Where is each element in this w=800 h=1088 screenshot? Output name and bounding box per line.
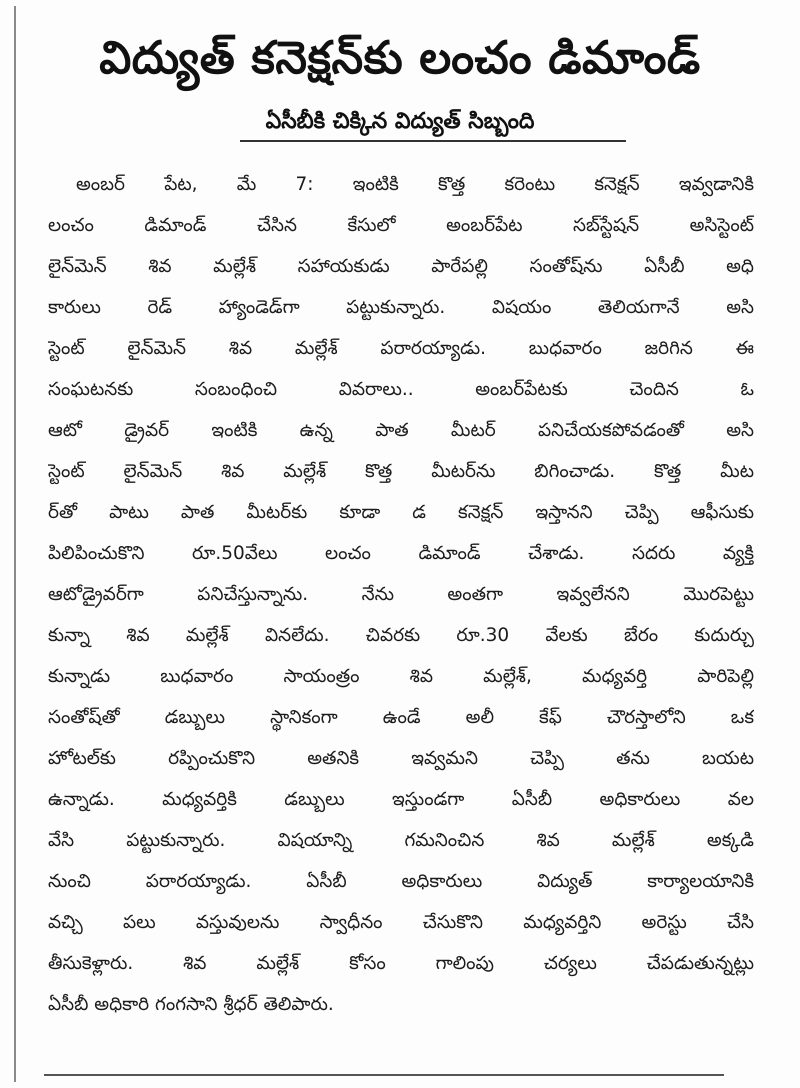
article-body-line: లైన్‌మెన్ శివ మల్లేశ్ సహాయకుడు పారేపల్లి సంతోష్‌ను ఏసీబీ అధి [48,256,754,277]
article-body-line: అంబర్ పేట, మే 7: ఇంటికి కొత్త కరెంటు కనెక్షన్ ఇవ్వడానికి [76,174,754,195]
article-body-line: వచ్చి పలు వస్తువులను స్వాధీనం చేసుకొని మధ్యవర్తిని అరెస్టు చేసి [48,912,754,933]
article-body-line: లంచం డిమాండ్ చేసిన కేసులో అంబర్‌పేట సబ్‌స్టేషన్ అసిస్టెంట్ [48,215,754,236]
article-body-line: స్టెంట్ లైన్‌మెన్ శివ మల్లేశ్ కొత్త మీటర్‌ను బిగించాడు. కొత్త మీట [48,461,754,482]
column-divider-rule [14,6,16,1082]
article-body-line: హోటల్‌కు రప్పించుకొని అతనికి ఇవ్వమని చెప్పి తను బయట [48,748,754,769]
article-body-line: తీసుకెళ్లారు. శివ మల్లేశ్ కోసం గాలింపు చర్యలు చేపడుతున్నట్లు [48,953,754,974]
article-body-line: ఏసీబీ అధికారి గంగసాని శ్రీధర్ తెలిపారు. [48,994,334,1015]
article-body-line: కారులు రెడ్ హ్యాండెడ్‌గా పట్టుకున్నారు. విషయం తెలియగానే అసి [48,297,754,318]
article-body [48,164,754,1025]
article-subheadline: ఏసీబీకి చిక్కిన విద్యుత్ సిబ్బంది [265,109,535,134]
article-body-line: ఉన్నాడు. మధ్యవర్తికి డబ్బులు ఇస్తుండగా ఏసీబీ అధికారులు వల [48,789,754,810]
article-body-line: ఆటో డ్రైవర్ ఇంటికి ఉన్న పాత మీటర్ పనిచేయకపోవడంతో అసి [48,420,754,441]
article-headline: విద్యుత్ కనెక్షన్‌కు లంచం డిమాండ్ [99,31,701,84]
article-body-line: ఆటోడ్రైవర్‌గా పనిచేస్తున్నాను. నేను అంతగా ఇవ్వలేనని మొరపెట్టు [48,584,754,605]
article-body-line: నుంచి పరారయ్యాడు. ఏసీబీ అధికారులు విద్యుత్ కార్యాలయానికి [48,871,754,892]
subheadline-underline [240,140,626,142]
article-body-line: స్టెంట్ లైన్‌మెన్ శివ మల్లేశ్ పరారయ్యాడు. బుధవారం జరిగిన ఈ [48,338,754,359]
article-body-line: ర్‌తో పాటు పాత మీటర్‌కు కూడా డ కనెక్షన్ ఇస్తానని చెప్పి ఆఫీసుకు [48,502,754,523]
article-body-line: సంతోష్‌తో డబ్బులు స్థానికంగా ఉండే అలీ కేఫ్ చౌరస్తాలోని ఒక [48,707,754,728]
article-body-line: సంఘటనకు సంబంధించి వివరాలు.. అంబర్‌పేటకు చెందిన ఓ [48,379,754,400]
bottom-divider-rule [44,1074,724,1076]
article-body-line: కున్నా శివ మల్లేశ్ వినలేదు. చివరకు రూ.30 వేలకు బేరం కుదుర్చు [48,625,754,646]
article-body-line: వేసి పట్టుకున్నారు. విషయాన్ని గమనించిన శివ మల్లేశ్ అక్కడి [48,830,754,851]
article-body-line: పిలిపించుకొని రూ.50వేలు లంచం డిమాండ్ చేశాడు. సదరు వ్యక్తి [48,543,754,564]
article-body-line: కున్నాడు బుధవారం సాయంత్రం శివ మల్లేశ్, మధ్యవర్తి పారిపెల్లి [48,666,754,687]
